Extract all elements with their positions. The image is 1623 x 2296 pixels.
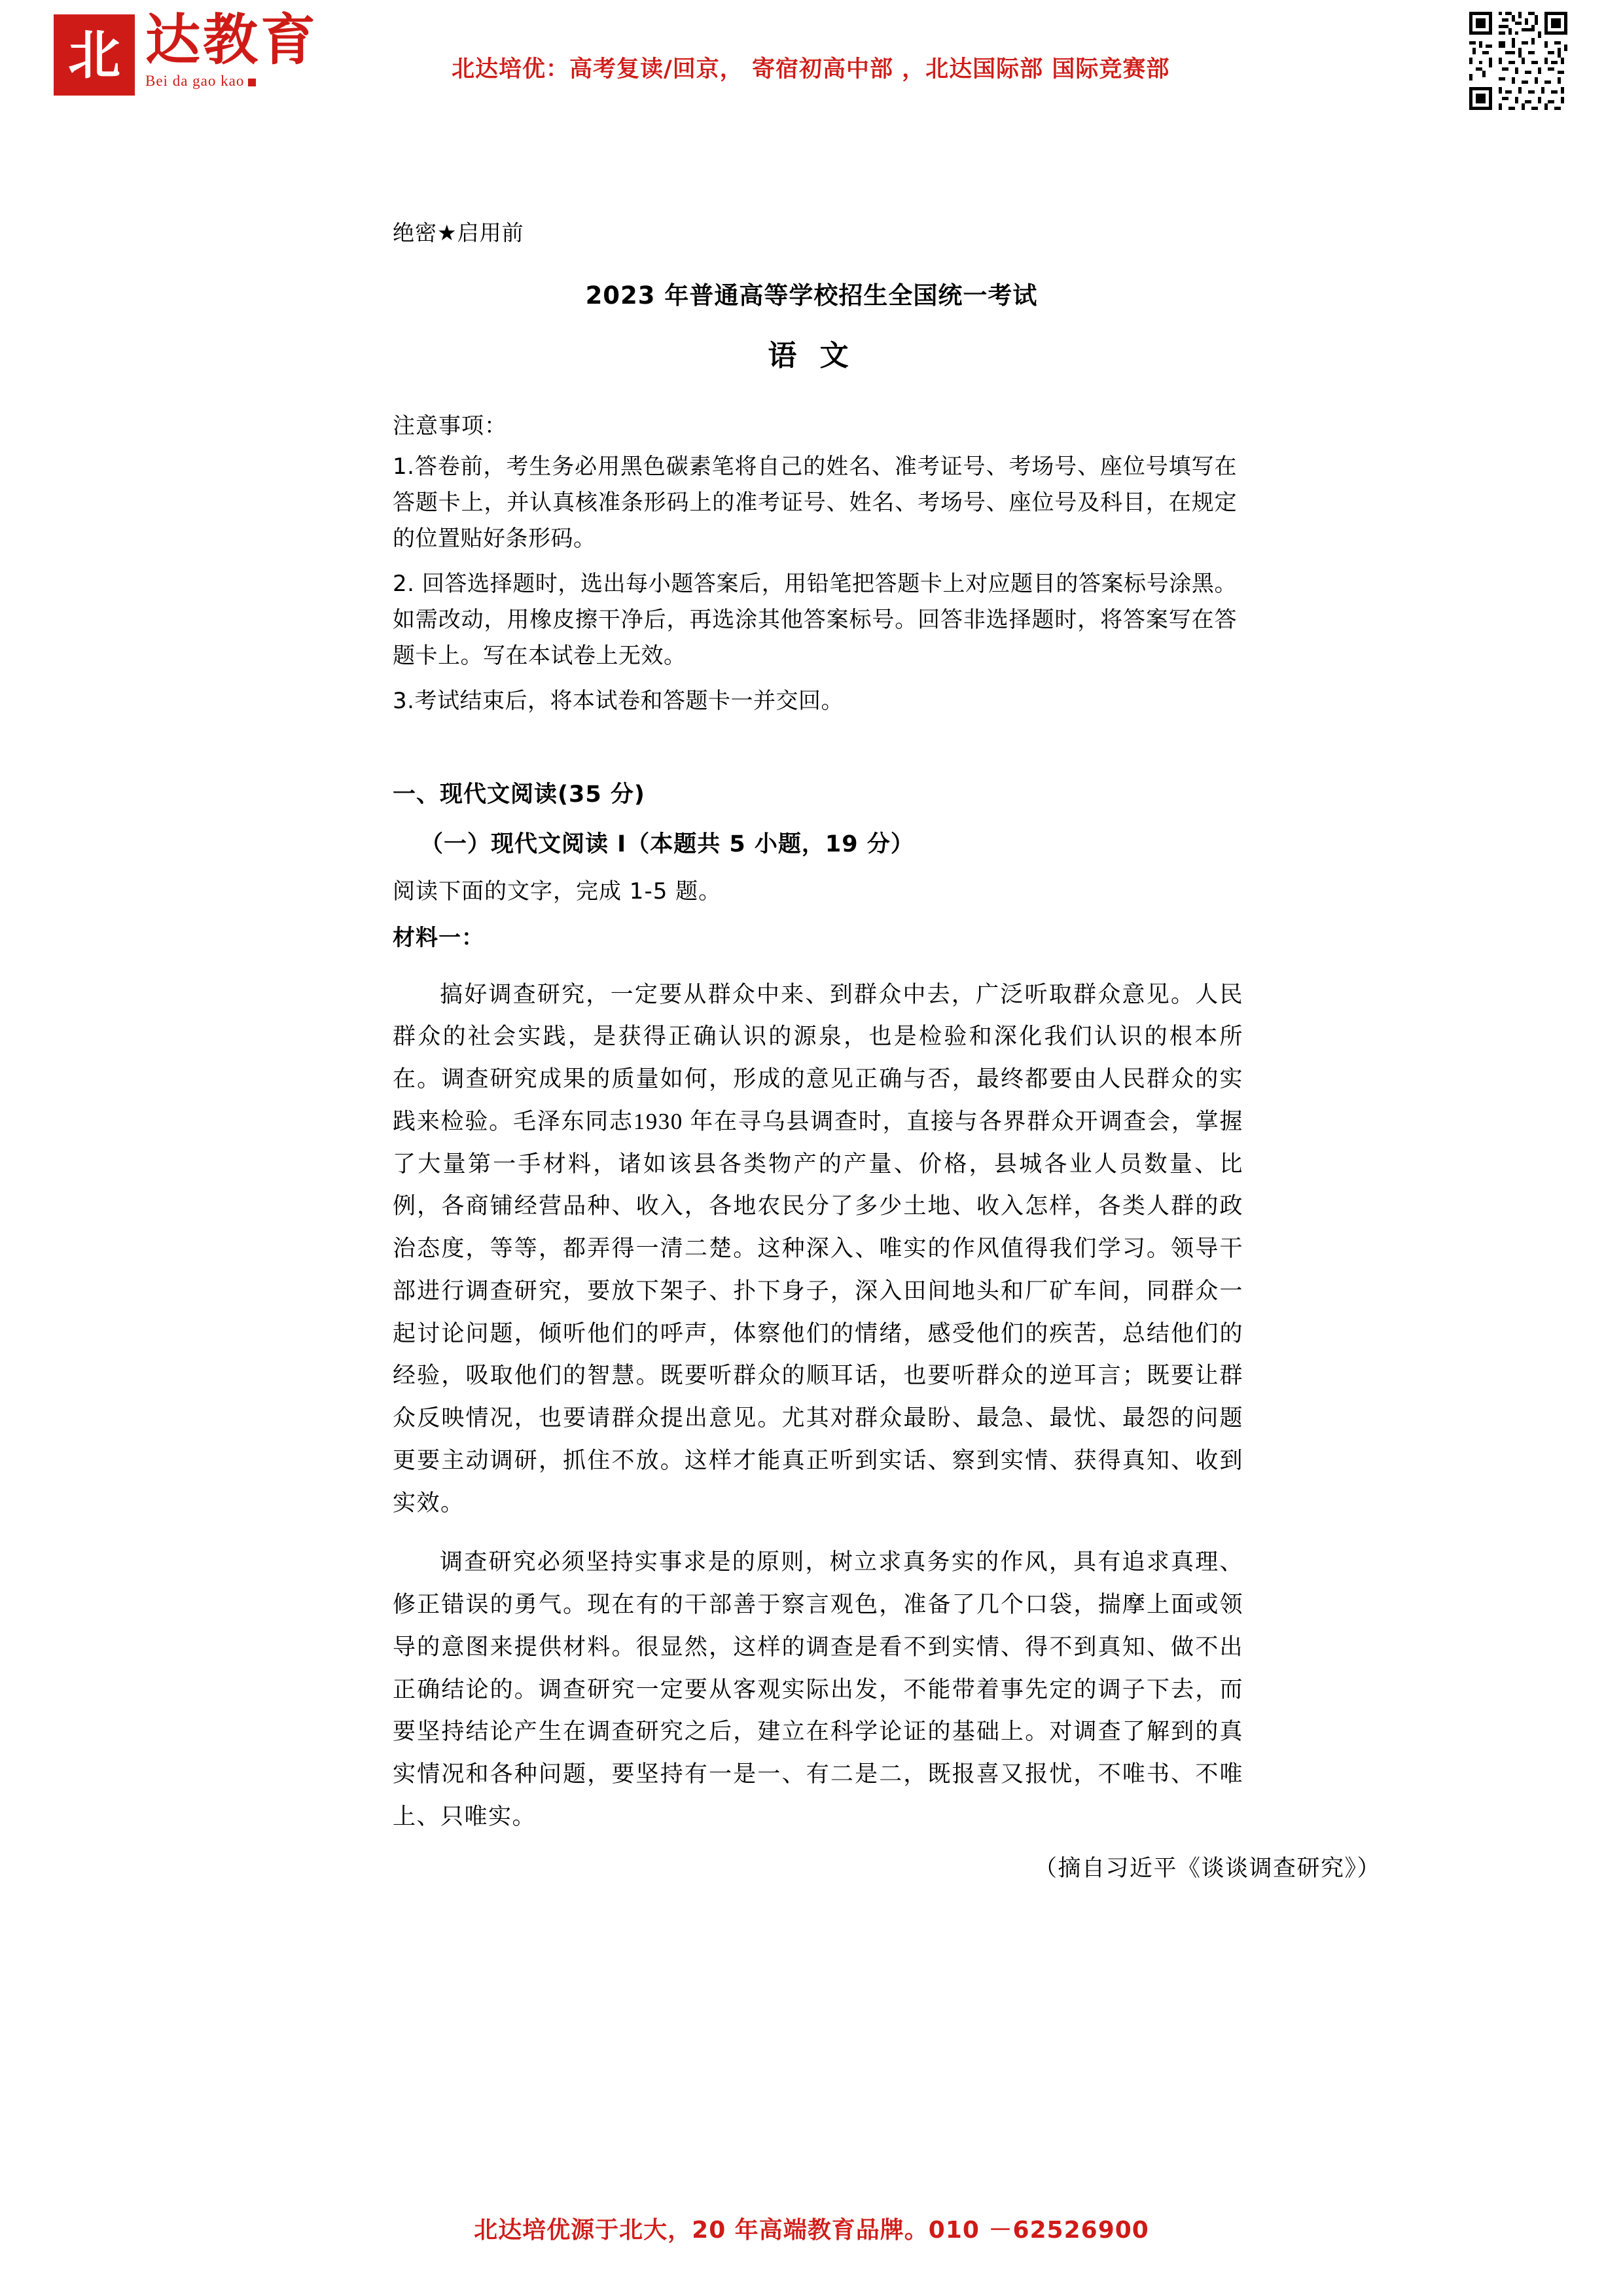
logo-text-block xyxy=(145,7,319,90)
material-source-citation: （摘自习近平《谈谈调查研究》） xyxy=(1033,1855,1381,1881)
section-one-subheading: （一）现代文阅读 I（本题共 5 小题，19 分） xyxy=(420,831,914,857)
logo-pinyin: Bei da gao kao xyxy=(145,73,318,90)
promo-banner-text: 北达培优：高考复读/回京， 寄宿初高中部 ，北达国际部 国际竞赛部 xyxy=(452,56,1170,82)
section-one-heading: 一、现代文阅读(35 分) xyxy=(393,781,645,808)
notice-title: 注意事项： xyxy=(393,413,507,439)
material-paragraph-1: 搞好调查研究，一定要从群众中来、到群众中去，广泛听取群众意见。人民群众的社会实践，是获得正确认识的源泉，也是检验和深化我们认识的根本所在。调查研究成果的质量如何，形成的意见正确与否，最终都要由人民群众的实践来检验。毛泽东同志1930 年在寻乌县调查时，直接与各界群众开调查会，掌握了大量第一手材料，诸如该县各类物产的产量、价格，县城各业人员数量、比例，各商铺经营品种、收入，各地农民分了多少土地、收入怎样，各类人群的政治态度，等等，都弄得一清二楚。这种深入、唯实的作风值得我们学习。领导干部进行调查研究，要放下架子、扑下身子，深入田间地头和厂矿车间，同群众一起讨论问题，倾听他们的呼声，体察他们的情绪，感受他们的疾苦，总结他们的经验，吸取他们的智慧。既要听群众的顺耳话，也要听群众的逆耳言；既要让群众反映情况，也要请群众提出意见。尤其对群众最盼、最急、最忧、最怨的问题更要主动调研，抓住不放。这样才能真正听到实话、察到实情、获得真知、收到实效。 xyxy=(393,981,1243,1516)
logo-square-icon xyxy=(248,79,256,86)
page-footer: 北达培优源于北大，20 年高端教育品牌。010 －62526900 xyxy=(474,2217,1149,2244)
brand-logo xyxy=(54,7,319,96)
notice-item-2: 2. 回答选择题时，选出每小题答案后，用铅笔把答题卡上对应题目的答案标号涂黑。如需改动，用橡皮擦干净后，再选涂其他答案标号。回答非选择题时，将答案写在答题卡上。写在本试卷上无效。 xyxy=(393,571,1237,670)
exam-title: 2023 年普通高等学校招生全国统一考试 xyxy=(585,281,1038,310)
exam-subject: 语 文 xyxy=(768,339,855,372)
qr-code-icon xyxy=(1469,12,1567,110)
material-one-label: 材料一： xyxy=(393,924,484,951)
logo-mark-icon: 北 xyxy=(54,14,135,96)
material-paragraph-2: 调查研究必须坚持实事求是的原则，树立求真务实的作风，具有追求真理、修正错误的勇气。现在有的干部善于察言观色，准备了几个口袋，揣摩上面或领导的意图来提供材料。很显然，这样的调查是看不到实情、得不到真知、做不出正确结论的。调查研究一定要从客观实际出发，不能带着事先定的调子下去，而要坚持结论产生在调查研究之后，建立在科学论证的基础上。对调查了解到的真实情况和各种问题，要坚持有一是一、有二是二，既报喜又报忧，不唯书、不唯上、只唯实。 xyxy=(393,1549,1243,1829)
logo-company-name: 达教育 xyxy=(145,7,319,72)
notice-item-1: 1.答卷前，考生务必用黑色碳素笔将自己的姓名、准考证号、考场号、座位号填写在答题卡上，并认真核准条形码上的准考证号、姓名、考场号、座位号及科目，在规定的位置贴好条形码。 xyxy=(393,454,1237,552)
section-one-instruction: 阅读下面的文字，完成 1-5 题。 xyxy=(393,878,722,905)
notice-item-3: 3.考试结束后，将本试卷和答题卡一并交回。 xyxy=(393,688,844,715)
page-header xyxy=(0,0,1623,131)
secret-label: 绝密★启用前 xyxy=(393,220,524,245)
exam-paper-body xyxy=(0,216,1623,1883)
